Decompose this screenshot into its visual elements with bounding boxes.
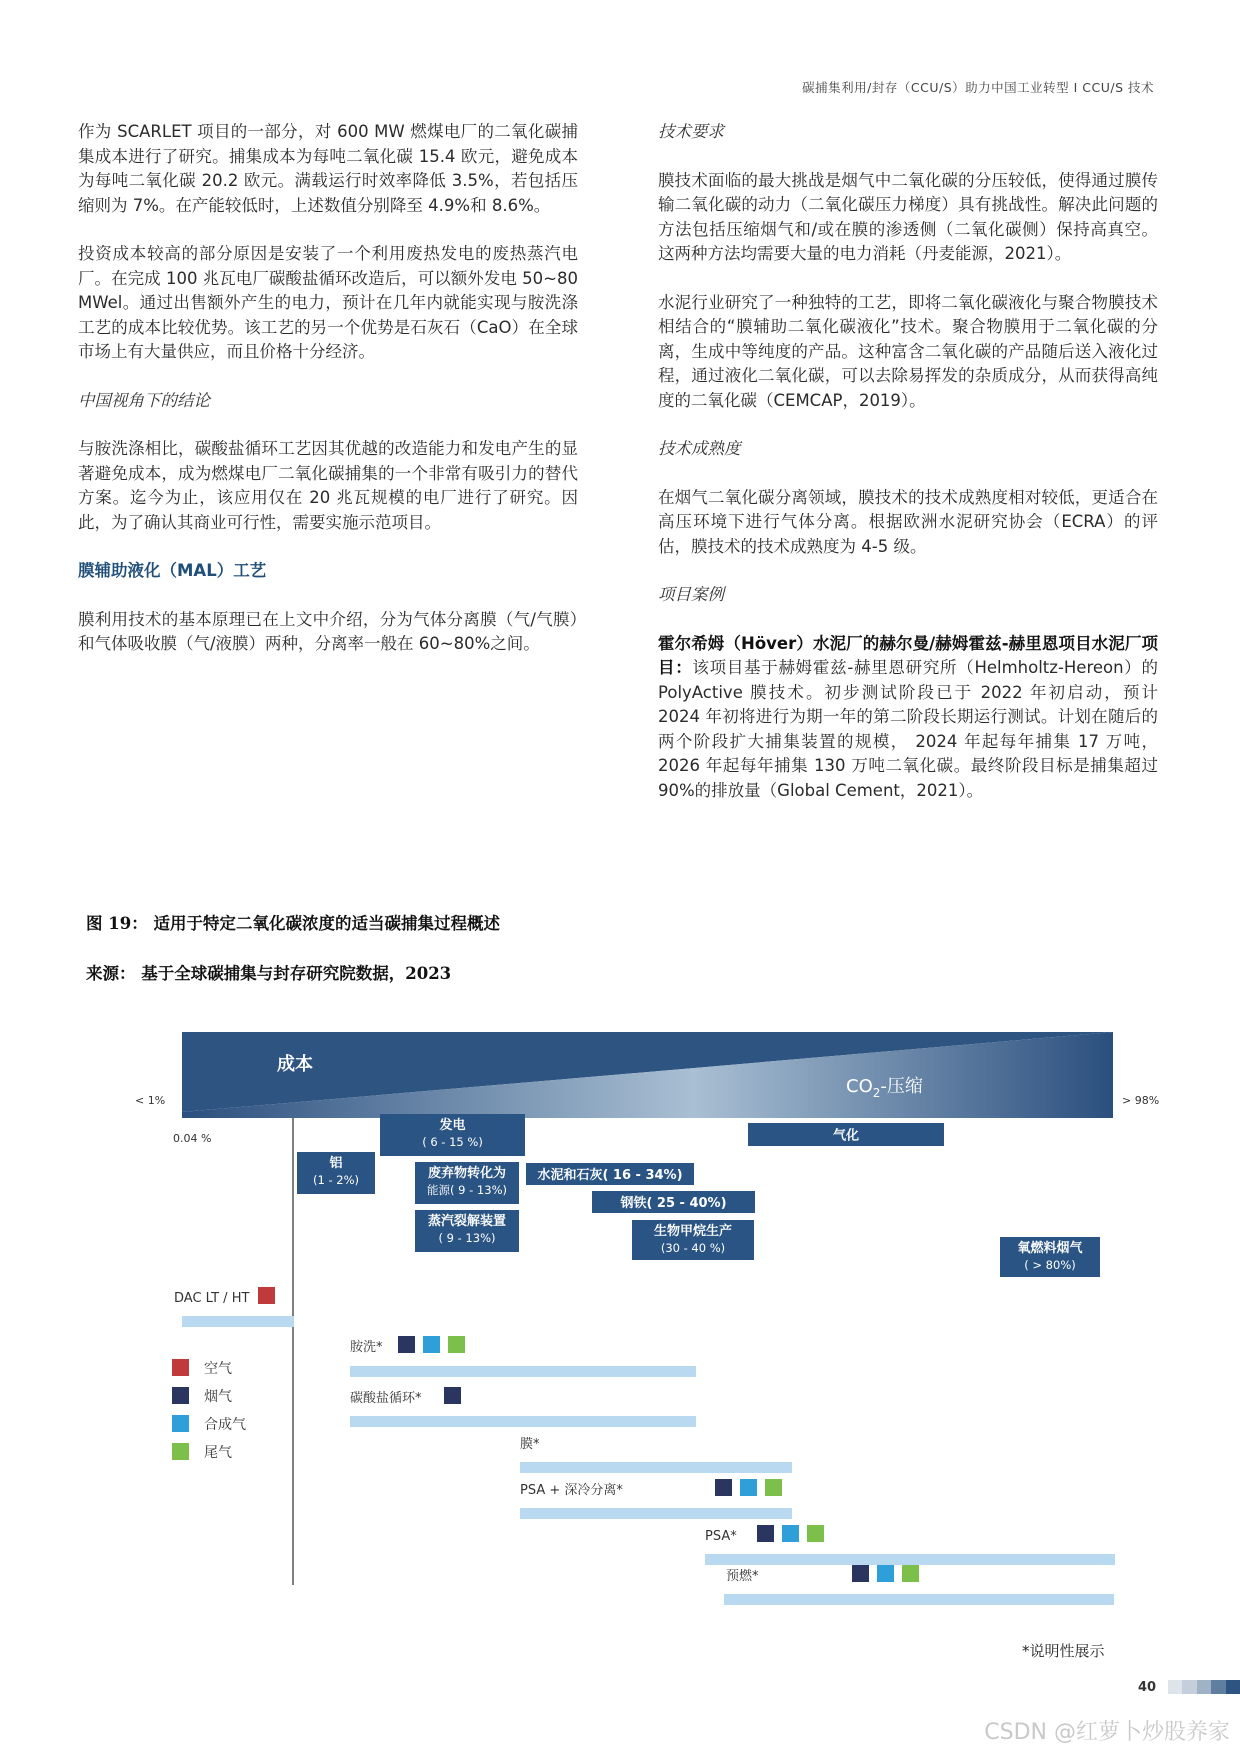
compression-suffix: -压缩 <box>880 1076 923 1097</box>
paragraph: 膜技术面临的最大挑战是烟气中二氧化碳的分压较低，使得通过膜传输二氧化碳的动力（二氧化碳压力梯度）具有挑战性。解决此问题的方法包括压缩烟气和/或在膜的渗透侧（二氧化碳侧）保持高真空。这两种方法均需要大量的电力消耗（丹麦能源，2021）。 <box>658 170 1158 263</box>
paragraph: 膜利用技术的基本原理已在上文中介绍，分为气体分离膜（气/气膜）和气体吸收膜（气/液膜）两种，分离率一般在 60~80%之间。 <box>78 609 578 653</box>
emission-source-box <box>526 1163 694 1185</box>
paragraph: 水泥行业研究了一种独特的工艺，即将二氧化碳液化与聚合物膜技术相结合的“膜辅助二氧化碳液化”技术。聚合物膜用于二氧化碳的分离，生成中等纯度的产品。这种富含二氧化碳的产品随后送入液化过程，通过液化二氧化碳，可以去除易挥发的杂质成分，从而获得高纯度的二氧化碳（CEMCAP，2019）。 <box>658 292 1158 410</box>
capture-process-diagram <box>0 1020 1240 1660</box>
legend-swatch <box>172 1443 189 1460</box>
project-description: 该项目基于赫姆霍兹-赫里恩研究所（Helmholtz-Hereon）的 PolyActive 膜技术。初步测试阶段已于 2022 年初启动，预计 2024 年初将进行为期一年的第二阶段长期运行测试。计划在随后的两个阶段扩大捕集装置的规模， 2024 年起每年捕集 17 万吨，2026 年起每年捕集 130 万吨二氧化碳。最终阶段目标是捕集超过 90%的排放量（Global Cement，2021）。 <box>658 658 1158 800</box>
source-label: 能源( 9 - 13%) <box>427 1183 507 1197</box>
process-label: 膜* <box>520 1437 540 1452</box>
process-range-bar <box>520 1508 792 1519</box>
process-range-bar <box>350 1366 696 1377</box>
paragraph: 与胺洗涤相比，碳酸盐循环工艺因其优越的改造能力和发电产生的显著避免成本，成为燃煤电厂二氧化碳捕集的一个非常有吸引力的替代方案。迄今为止，该应用仅在 20 兆瓦规模的电厂进行了研究。因此，为了确认其商业可行性，需要实施示范项目。 <box>78 439 578 532</box>
running-header: 碳捕集利用/封存（CCU/S）助力中国工业转型 I CCU/S 技术 <box>802 80 1154 95</box>
process-label: PSA* <box>705 1529 737 1544</box>
figure-source: 来源： 基于全球碳捕集与封存研究院数据，2023 <box>86 964 452 983</box>
emission-source-box <box>632 1220 754 1260</box>
process-row <box>705 1525 1115 1565</box>
source-label: ( 9 - 13%) <box>438 1231 496 1245</box>
process-label: 胺洗* <box>350 1340 383 1355</box>
source-label: 氧燃料烟气 <box>1017 1241 1083 1256</box>
emission-sources <box>297 1114 1100 1277</box>
legend-label: 烟气 <box>204 1389 232 1405</box>
section-heading: 中国视角下的结论 <box>78 390 210 410</box>
left-column <box>78 120 578 681</box>
input-gas-marker <box>852 1565 869 1582</box>
input-gas-marker <box>398 1336 415 1353</box>
input-gas-marker <box>448 1336 465 1353</box>
process-range-bar <box>520 1462 792 1473</box>
wedge-compression-label <box>846 1076 923 1100</box>
legend-swatch <box>172 1359 189 1376</box>
watermark: CSDN @红萝卜炒股养家 <box>984 1720 1230 1745</box>
input-gas-marker <box>444 1387 461 1404</box>
legend-label: 合成气 <box>204 1417 246 1433</box>
paragraph: 投资成本较高的部分原因是安装了一个利用废热发电的废热蒸汽电厂。在完成 100 兆瓦电厂碳酸盐循环改造后，可以额外发电 50~80 MWel。通过出售额外产生的电力，预计在几年内就能实现与胺洗涤工艺的成本比较优势。该工艺的另一个优势是石灰石（CaO）在全球市场上有大量供应，而且价格十分经济。 <box>78 244 578 361</box>
diagram-svg <box>0 1020 1240 1660</box>
section-heading: 技术成熟度 <box>658 439 741 458</box>
page-bar <box>1168 1680 1240 1694</box>
process-range-bar <box>350 1416 696 1427</box>
co-subscript: 2 <box>872 1086 881 1100</box>
input-gas-marker <box>740 1479 757 1496</box>
input-gas-marker <box>715 1479 732 1496</box>
legend-label: 尾气 <box>204 1445 232 1461</box>
section-heading: 技术要求 <box>658 122 724 141</box>
range-high-label: > 98% <box>1122 1094 1160 1107</box>
source-label: 生物甲烷生产 <box>653 1224 733 1239</box>
input-gas-marker <box>757 1525 774 1542</box>
emission-source-box <box>297 1152 375 1194</box>
process-label: 碳酸盐循环* <box>350 1391 422 1406</box>
wedge-cost-label: 成本 <box>277 1054 313 1075</box>
paragraph <box>658 632 1158 804</box>
emission-source-box <box>1000 1237 1100 1277</box>
co-text: CO <box>846 1076 873 1097</box>
process-row <box>174 1287 294 1327</box>
source-label: 水泥和石灰( 16 - 34%) <box>537 1168 683 1183</box>
source-label: (1 - 2%) <box>313 1173 359 1187</box>
section-heading: 膜辅助液化（MAL）工艺 <box>78 561 267 580</box>
source-label: 废弃物转化为 <box>427 1166 507 1181</box>
source-label: 蒸汽裂解装置 <box>427 1214 507 1229</box>
right-column <box>658 120 1158 827</box>
process-range-bar <box>182 1316 294 1327</box>
source-label: (30 - 40 %) <box>660 1241 726 1255</box>
process-row <box>724 1565 1114 1605</box>
input-gas-marker <box>902 1565 919 1582</box>
source-label: 铝 <box>329 1156 343 1171</box>
input-gas-marker <box>807 1525 824 1542</box>
emission-source-box <box>592 1191 755 1213</box>
emission-source-box <box>415 1210 519 1252</box>
emission-source-box <box>380 1114 525 1156</box>
legend-swatch <box>172 1415 189 1432</box>
page-number: 40 <box>1138 1680 1157 1695</box>
baseline-label: 0.04 % <box>173 1132 212 1145</box>
source-label: 发电 <box>439 1118 466 1133</box>
input-gas-marker <box>765 1479 782 1496</box>
capture-processes <box>174 1287 1115 1605</box>
process-range-bar <box>724 1594 1114 1605</box>
source-label: 气化 <box>832 1128 860 1144</box>
legend <box>172 1359 246 1461</box>
process-row <box>350 1336 696 1377</box>
legend-label: 空气 <box>204 1361 232 1377</box>
project-name: 霍尔希姆（Höver）水泥厂的赫尔曼/赫姆霍兹-赫里恩项目水泥厂项目： <box>658 633 1158 677</box>
emission-source-box <box>415 1162 519 1204</box>
source-label: 钢铁( 25 - 40%) <box>620 1196 727 1211</box>
process-row <box>520 1437 792 1473</box>
source-label: ( 6 - 15 %) <box>422 1135 483 1149</box>
legend-swatch <box>172 1387 189 1404</box>
input-gas-marker <box>423 1336 440 1353</box>
input-gas-marker <box>258 1287 275 1304</box>
source-label: ( > 80%) <box>1024 1258 1076 1272</box>
range-low-label: < 1% <box>135 1094 166 1107</box>
emission-source-box <box>748 1123 944 1146</box>
process-row <box>350 1387 696 1427</box>
paragraph: 在烟气二氧化碳分离领域，膜技术的技术成熟度相对较低，更适合在高压环境下进行气体分离。根据欧洲水泥研究协会（ECRA）的评估，膜技术的技术成熟度为 4-5 级。 <box>658 487 1158 556</box>
paragraph: 作为 SCARLET 项目的一部分，对 600 MW 燃煤电厂的二氧化碳捕集成本进行了研究。捕集成本为每吨二氧化碳 15.4 欧元，避免成本为每吨二氧化碳 20.2 欧元。满载运行时效率降低 3.5%，若包括压缩则为 7%。在产能较低时，上述数值分别降至 4.9%和 8.6%。 <box>78 122 578 215</box>
section-heading: 项目案例 <box>658 585 724 604</box>
input-gas-marker <box>782 1525 799 1542</box>
input-gas-marker <box>877 1565 894 1582</box>
figure-title: 图 19： 适用于特定二氧化碳浓度的适当碳捕集过程概述 <box>86 914 500 933</box>
process-label: 预燃* <box>726 1569 759 1584</box>
process-range-bar <box>705 1554 1115 1565</box>
process-row <box>520 1479 792 1519</box>
illustrative-note: *说明性展示 <box>1022 1642 1105 1660</box>
process-label: DAC LT / HT <box>174 1291 250 1306</box>
process-label: PSA + 深冷分离* <box>520 1483 623 1498</box>
